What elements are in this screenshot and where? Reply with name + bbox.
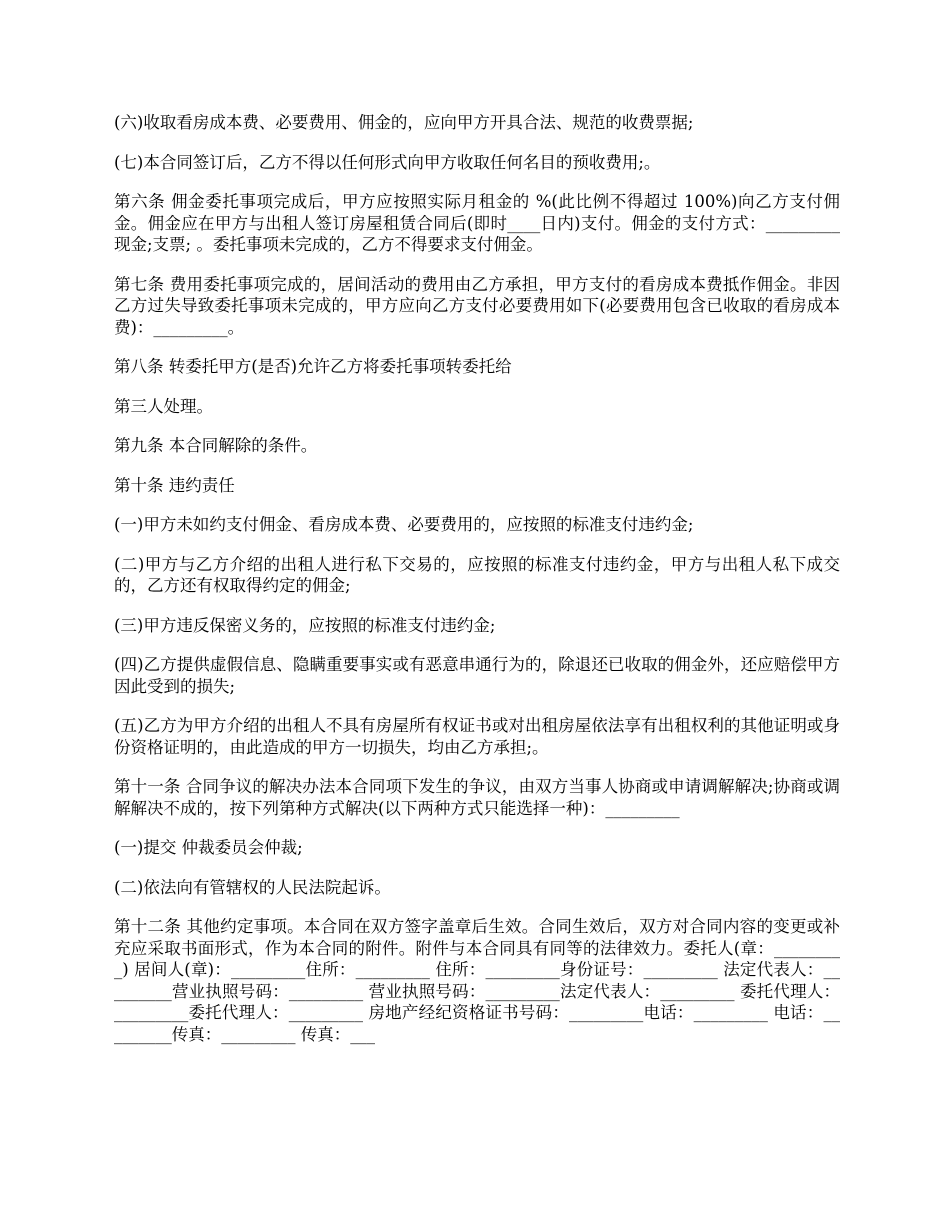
paragraph-article-10-item-2: (二)甲方与乙方介绍的出租人进行私下交易的，应按照的标准支付违约金，甲方与出租人私下成交的，乙方还有权取得约定的佣金; [114,554,840,595]
paragraph-article-8-subdelegation: 第八条 转委托甲方(是否)允许乙方将委托事项转委托给 [114,357,512,376]
paragraph-clause-6-item-7: (七)本合同签订后，乙方不得以任何形式向甲方收取任何名目的预收费用;。 [114,152,661,172]
paragraph-article-6-commission: 第六条 佣金委托事项完成后，甲方应按照实际月租金的 %(此比例不得超过 100%)向乙方支付佣金。佣金应在甲方与出租人签订房屋租赁合同后(即时____日内)支付。佣金的支付方式：_________现金;支票; 。委托事项未完成的，乙方不得要求支付佣金。 [114,192,840,254]
paragraph-article-10-item-5: (五)乙方为甲方介绍的出租人不具有房屋所有权证书或对出租房屋依法享有出租权利的其他证明或身份资格证明的，由此造成的甲方一切损失，均由乙方承担;。 [114,716,840,757]
paragraph-clause-6-item-6: (六)收取看房成本费、必要费用、佣金的，应向甲方开具合法、规范的收费票据; [114,113,694,132]
paragraph-article-11-disputes: 第十一条 合同争议的解决办法本合同项下发生的争议，由双方当事人协商或申请调解解决;协商或调解解决不成的，按下列第种方式解决(以下两种方式只能选择一种)：_________ [114,777,840,818]
document-body [114,112,840,1045]
paragraph-article-11-option-1: (一)提交 仲裁委员会仲裁; [114,838,303,857]
paragraph-article-12-other-and-signatures: 第十二条 其他约定事项。本合同在双方签字盖章后生效。合同生效后，双方对合同内容的变更或补充应采取书面形式，作为本合同的附件。附件与本合同具有同等的法律效力。委托人(章：_________) 居间人(章)：_________住所：_________ 住所：_________身份证号：_________ 法定代表人：_________营业执照号码：_________ 营业执照号码：_________法定代表人：_________ 委托代理人：_________委托代理人：_________ 房地产经纪资格证书号码：_________电话：_________ 电话：_________传真：_________ 传真：___ [114,917,840,1044]
paragraph-article-9-termination: 第九条 本合同解除的条件。 [114,436,318,455]
paragraph-article-7-fees: 第七条 费用委托事项完成的，居间活动的费用由乙方承担，甲方支付的看房成本费抵作佣金。非因乙方过失导致委托事项未完成的，甲方应向乙方支付必要费用如下(必要费用包含已收取的看房成本费)：_________。 [114,274,840,337]
paragraph-article-10-item-3: (三)甲方违反保密义务的，应按照的标准支付违约金; [114,615,496,635]
paragraph-article-10-heading: 第十条 违约责任 [114,475,235,495]
paragraph-article-11-option-2: (二)依法向有管辖权的人民法院起诉。 [114,877,391,897]
paragraph-article-10-item-1: (一)甲方未如约支付佣金、看房成本费、必要费用的，应按照的标准支付违约金; [114,515,694,534]
paragraph-article-8-continued: 第三人处理。 [114,396,213,416]
paragraph-article-10-item-4: (四)乙方提供虚假信息、隐瞒重要事实或有恶意串通行为的，除退还已收取的佣金外，还应赔偿甲方因此受到的损失; [114,655,840,696]
